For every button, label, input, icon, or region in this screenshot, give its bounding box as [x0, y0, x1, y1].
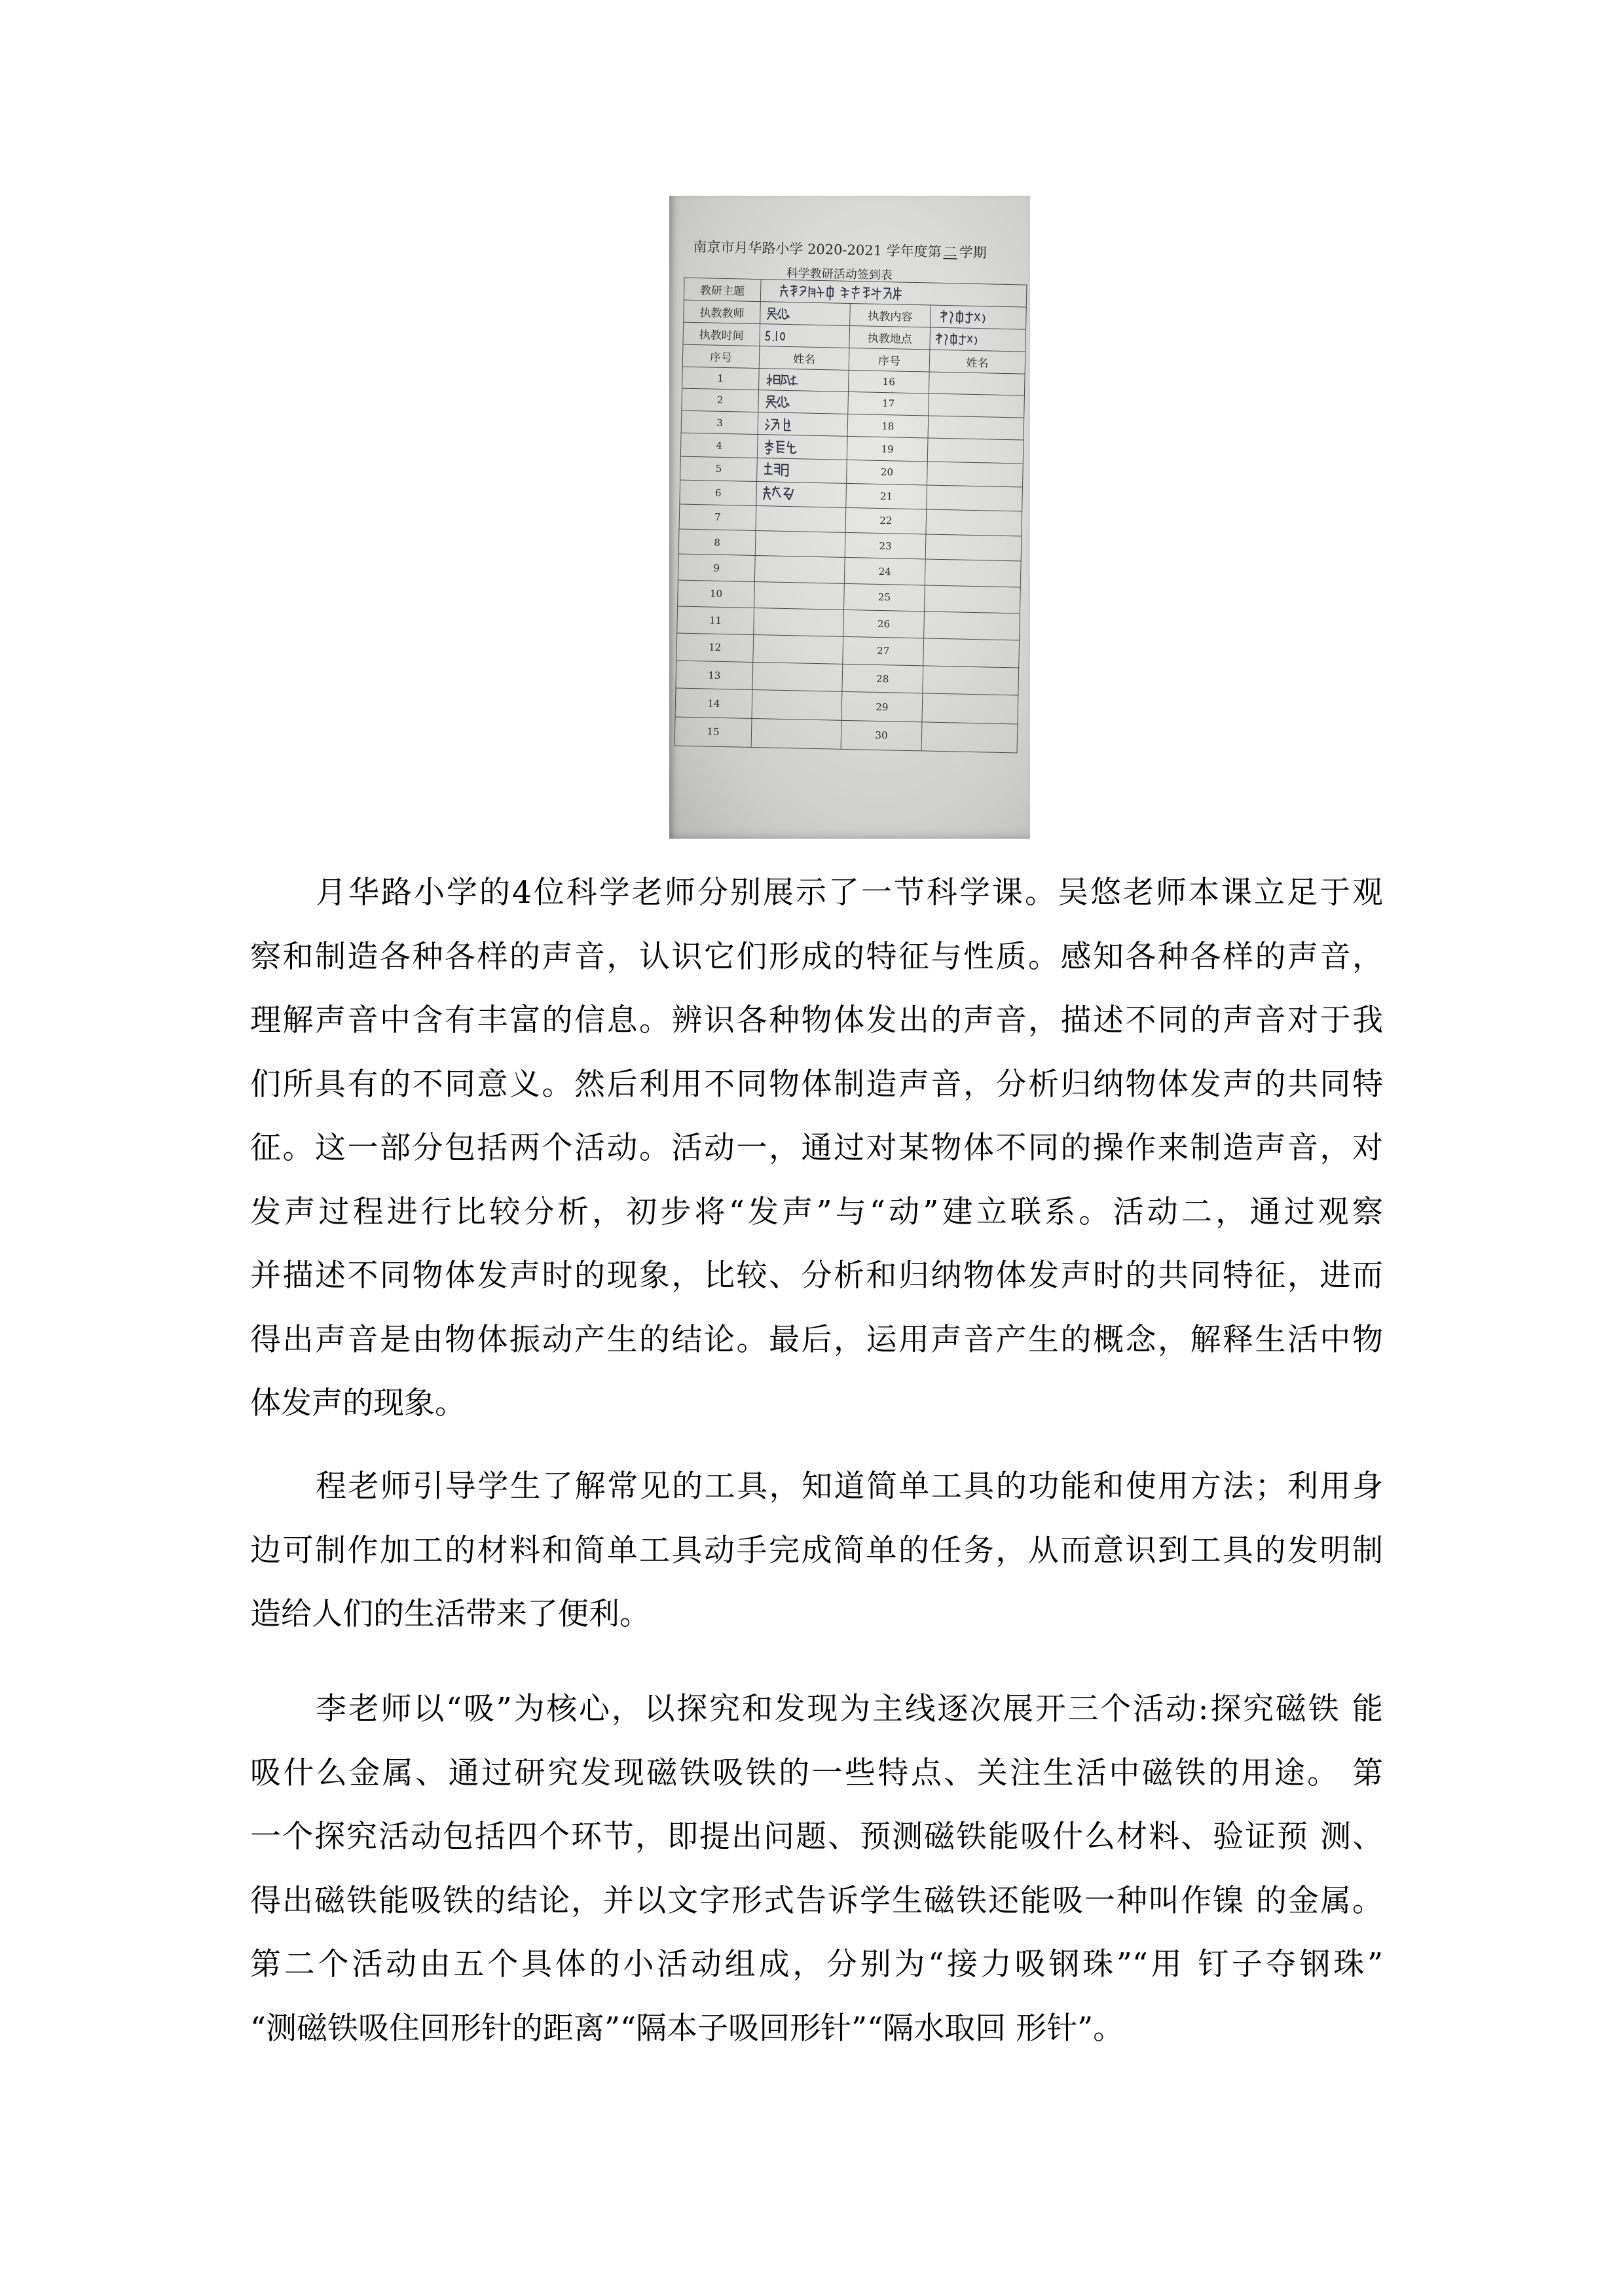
row-number: 22 — [845, 507, 927, 534]
name-header: 姓名 — [929, 350, 1025, 374]
row-number: 25 — [844, 583, 925, 611]
name-cell — [754, 608, 844, 636]
row-number: 18 — [847, 414, 929, 438]
row-number: 23 — [845, 532, 926, 559]
name-cell — [922, 693, 1018, 723]
location-value — [930, 327, 1026, 352]
handwritten-signature — [762, 414, 798, 433]
sheet-title — [674, 238, 1005, 262]
text-line: 察和制造各种各样的声音，认识它们形成的特征与性质。感知各种各样的声音， — [250, 938, 1383, 975]
content-label: 执教内容 — [850, 303, 931, 327]
row-number: 12 — [676, 633, 754, 662]
name-cell — [752, 662, 843, 691]
text-line: 程老师引导学生了解常见的工具，知道简单工具的功能和使用方法；利用身 — [316, 1468, 1383, 1504]
name-cell — [751, 718, 841, 749]
name-cell — [757, 458, 847, 483]
text-line: 一个探究活动包括四个环节，即提出问题、预测磁铁能吸什么材料、验证预 测、 — [250, 1819, 1383, 1855]
sheet-title-suffix: 学期 — [959, 244, 987, 261]
name-cell — [924, 611, 1020, 640]
teacher-label: 执教教师 — [684, 300, 761, 323]
handwritten-entry — [765, 282, 917, 302]
topic-label: 教研主题 — [684, 278, 761, 301]
row-number: 29 — [841, 692, 923, 722]
row-number: 3 — [681, 410, 758, 435]
text-line: 体发声的现象。 — [250, 1385, 466, 1421]
sheet-subtitle: 科学教研活动签到表 — [786, 266, 893, 283]
row-number: 14 — [675, 688, 752, 718]
paragraph-2 — [250, 1455, 1383, 1647]
row-number: 26 — [843, 610, 925, 638]
sign-in-sheet-photo — [669, 196, 1030, 839]
text-line: 得出磁铁能吸铁的结论，并以文字形式告诉学生磁铁还能吸一种叫作镍 的金属。 — [250, 1882, 1383, 1919]
handwritten-signature — [762, 392, 796, 410]
row-number: 24 — [844, 558, 925, 585]
handwritten-signature — [763, 371, 807, 388]
name-cell — [921, 722, 1018, 753]
sheet-title-prefix: 南京市月华路小学 2020-2021 学年度第 — [693, 238, 942, 260]
handwritten-signature — [761, 461, 794, 480]
name-cell — [754, 556, 845, 583]
row-number: 7 — [679, 504, 756, 530]
row-number: 9 — [678, 554, 755, 581]
text-line: 造给人们的生活带来了便利。 — [250, 1596, 650, 1632]
name-cell — [925, 534, 1022, 562]
name-cell — [927, 438, 1024, 463]
row-number: 20 — [847, 460, 928, 485]
row-number: 8 — [678, 529, 756, 556]
name-cell — [759, 369, 849, 392]
handwritten-signature — [760, 484, 798, 504]
text-line: 得出声音是由物体振动产生的结论。最后，运用声音产生的概念，解释生活中物 — [250, 1321, 1383, 1358]
handwritten-entry — [764, 327, 789, 344]
time-label: 执教时间 — [683, 322, 760, 346]
handwritten-entry — [934, 308, 994, 326]
row-number: 16 — [848, 370, 929, 393]
text-line: 理解声音中含有丰富的信息。辨识各种物体发出的声音，描述不同的声音对于我 — [250, 1002, 1383, 1038]
name-cell — [927, 485, 1023, 511]
name-cell — [756, 481, 847, 507]
row-number: 30 — [841, 720, 922, 751]
handwritten-signature — [762, 437, 802, 456]
name-cell — [923, 638, 1020, 668]
row-number: 11 — [677, 606, 754, 634]
name-cell — [753, 634, 843, 664]
text-line: 并描述不同物体发声时的现象，比较、分析和归纳物体发声时的共同特征，进而 — [250, 1258, 1383, 1294]
row-number: 28 — [842, 664, 923, 693]
handwritten-entry — [934, 331, 981, 348]
seq-header: 序号 — [682, 344, 760, 368]
time-value — [760, 324, 850, 348]
paragraph-1 — [250, 861, 1383, 1436]
row-number: 27 — [843, 636, 924, 665]
text-line: 李老师以“吸”为核心，以探究和发现为主线逐次展开三个活动:探究磁铁 能 — [316, 1691, 1383, 1727]
sheet-title-term: 二 — [943, 244, 957, 261]
location-label: 执教地点 — [849, 325, 931, 350]
teacher-value — [760, 302, 851, 326]
row-number: 2 — [682, 388, 759, 412]
row-number: 21 — [846, 483, 927, 509]
name-cell — [927, 462, 1024, 487]
name-cell — [755, 530, 845, 557]
row-number: 10 — [678, 580, 755, 608]
row-number: 19 — [847, 437, 928, 462]
name-cell — [926, 509, 1022, 536]
text-line: 们所具有的不同意义。然后利用不同物体制造声音，分析归纳物体发声的共同特 — [250, 1066, 1383, 1102]
row-number: 17 — [848, 392, 929, 415]
text-line: 第二个活动由五个具体的小活动组成，分别为“接力吸钢珠”“用 钉子夺钢珠” — [250, 1946, 1383, 1982]
text-line: 征。这一部分包括两个活动。活动一，通过对某物体不同的操作来制造声音，对 — [250, 1130, 1383, 1166]
name-cell — [756, 505, 846, 532]
sign-in-sheet — [669, 196, 1030, 839]
name-cell — [758, 412, 848, 436]
row-number: 6 — [680, 480, 757, 505]
name-header: 姓名 — [759, 346, 849, 371]
row-number: 1 — [682, 367, 760, 390]
name-cell — [923, 666, 1019, 696]
sign-in-table — [674, 278, 1027, 754]
text-line: 吸什么金属、通过研究发现磁铁吸铁的一些特点、关注生活中磁铁的用途。 第 — [250, 1755, 1383, 1791]
name-cell — [752, 690, 842, 720]
row-number: 5 — [680, 456, 758, 482]
seq-header: 序号 — [849, 348, 930, 372]
text-line: 发声过程进行比较分析，初步将“发声”与“动”建立联系。活动二，通过观察 — [250, 1194, 1384, 1230]
handwritten-entry — [764, 304, 795, 322]
text-line: 月华路小学的4位科学老师分别展示了一节科学课。吴悠老师本课立足于观 — [316, 875, 1383, 911]
name-cell — [924, 585, 1020, 613]
name-cell — [757, 435, 847, 460]
name-cell — [758, 390, 849, 414]
name-cell — [754, 581, 845, 610]
text-line: 边可制作加工的材料和简单工具动手完成简单的任务，从而意识到工具的发明制 — [250, 1532, 1383, 1569]
row-number: 15 — [674, 717, 752, 748]
content-value — [931, 305, 1027, 329]
row-number: 13 — [676, 661, 753, 690]
name-cell — [928, 416, 1024, 441]
name-cell — [925, 559, 1021, 587]
name-cell — [929, 372, 1025, 395]
paragraph-3 — [250, 1677, 1383, 2060]
text-line: “测磁铁吸住回形针的距离”“隔本子吸回形针”“隔水取回 形针”。 — [250, 2010, 1124, 2047]
row-number: 4 — [680, 433, 758, 458]
name-cell — [929, 393, 1025, 418]
